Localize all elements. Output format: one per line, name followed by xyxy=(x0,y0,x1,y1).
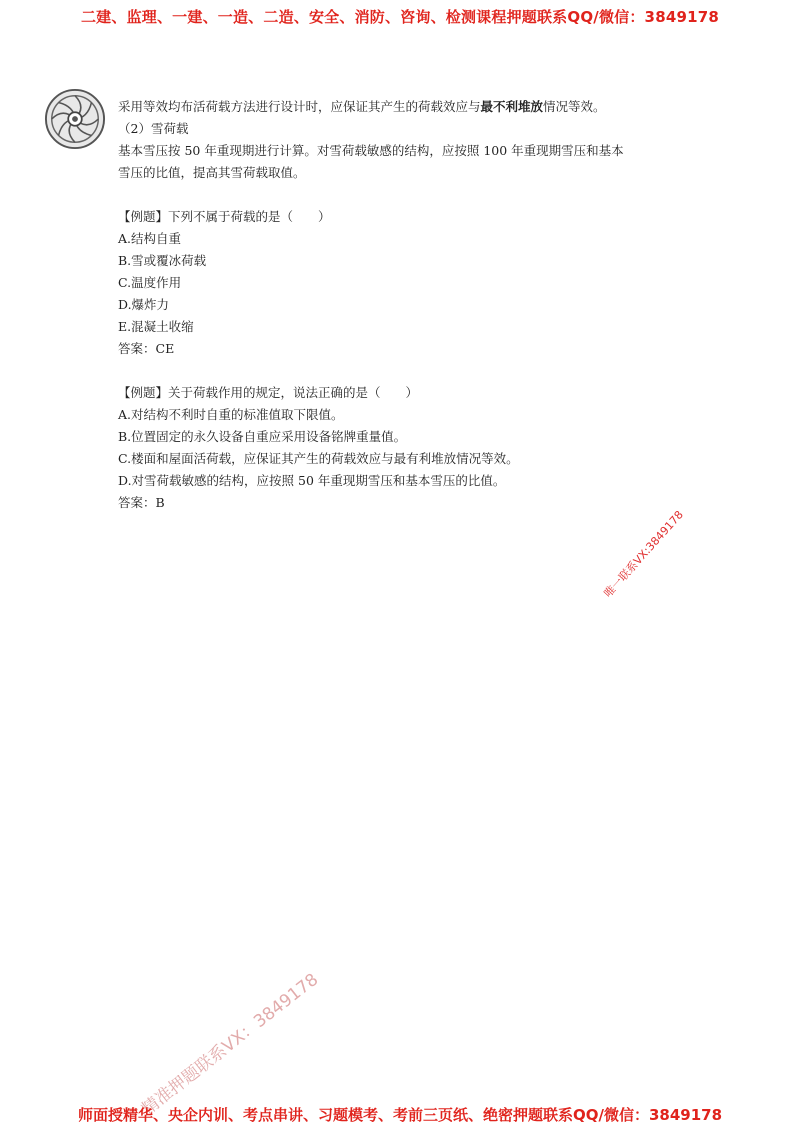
bottom-contact-banner: 师面授精华、央企内训、考点串讲、习题模考、考前三页纸、绝密押题联系QQ/微信：3849178 xyxy=(77,1106,723,1124)
question-1-option-e: E.混凝土收缩 xyxy=(118,319,194,334)
question-2-option-c: C.楼面和屋面活荷载，应保证其产生的荷载效应与最有利堆放情况等效。 xyxy=(118,451,519,466)
paragraph-equivalent-load: 采用等效均布活荷载方法进行设计时，应保证其产生的荷载效应与最不利堆放情况等效。 xyxy=(118,99,606,114)
question-1-option-d: D.爆炸力 xyxy=(118,297,170,312)
question-1-answer: 答案：CE xyxy=(118,341,175,356)
bold-phrase: 最不利堆放 xyxy=(480,99,544,114)
document-body xyxy=(118,96,718,514)
question-1-option-c: C.温度作用 xyxy=(118,275,182,290)
question-2-option-a: A.对结构不利时自重的标准值取下限值。 xyxy=(118,407,344,422)
paragraph-snow-load-line1: 基本雪压按 50 年重现期进行计算。对雪荷载敏感的结构，应按照 100 年重现期雪压和基本 xyxy=(118,143,624,158)
question-2-option-d: D.对雪荷载敏感的结构，应按照 50 年重现期雪压和基本雪压的比值。 xyxy=(118,473,506,488)
question-1-stem: 【例题】下列不属于荷载的是（ ） xyxy=(118,209,331,224)
question-1-option-a: A.结构自重 xyxy=(118,231,182,246)
question-1-option-b: B.雪或覆冰荷载 xyxy=(118,253,207,268)
top-contact-banner: 二建、监理、一建、一造、二造、安全、消防、咨询、检测课程押题联系QQ/微信：3849178 xyxy=(80,8,720,26)
question-2-stem: 【例题】关于荷载作用的规定，说法正确的是（ ） xyxy=(118,385,419,400)
paragraph-snow-load-line2: 雪压的比值，提高其雪荷载取值。 xyxy=(118,165,306,180)
question-2-answer: 答案：B xyxy=(118,495,165,510)
question-2-option-b: B.位置固定的永久设备自重应采用设备铭牌重量值。 xyxy=(118,429,407,444)
bottom-watermark: 精准押题联系VX：3849178 xyxy=(138,969,323,1120)
section-title: （2）雪荷载 xyxy=(118,121,189,136)
side-watermark: 唯一联系VX:3849178 xyxy=(601,508,686,601)
spiral-seal-icon xyxy=(44,88,106,150)
